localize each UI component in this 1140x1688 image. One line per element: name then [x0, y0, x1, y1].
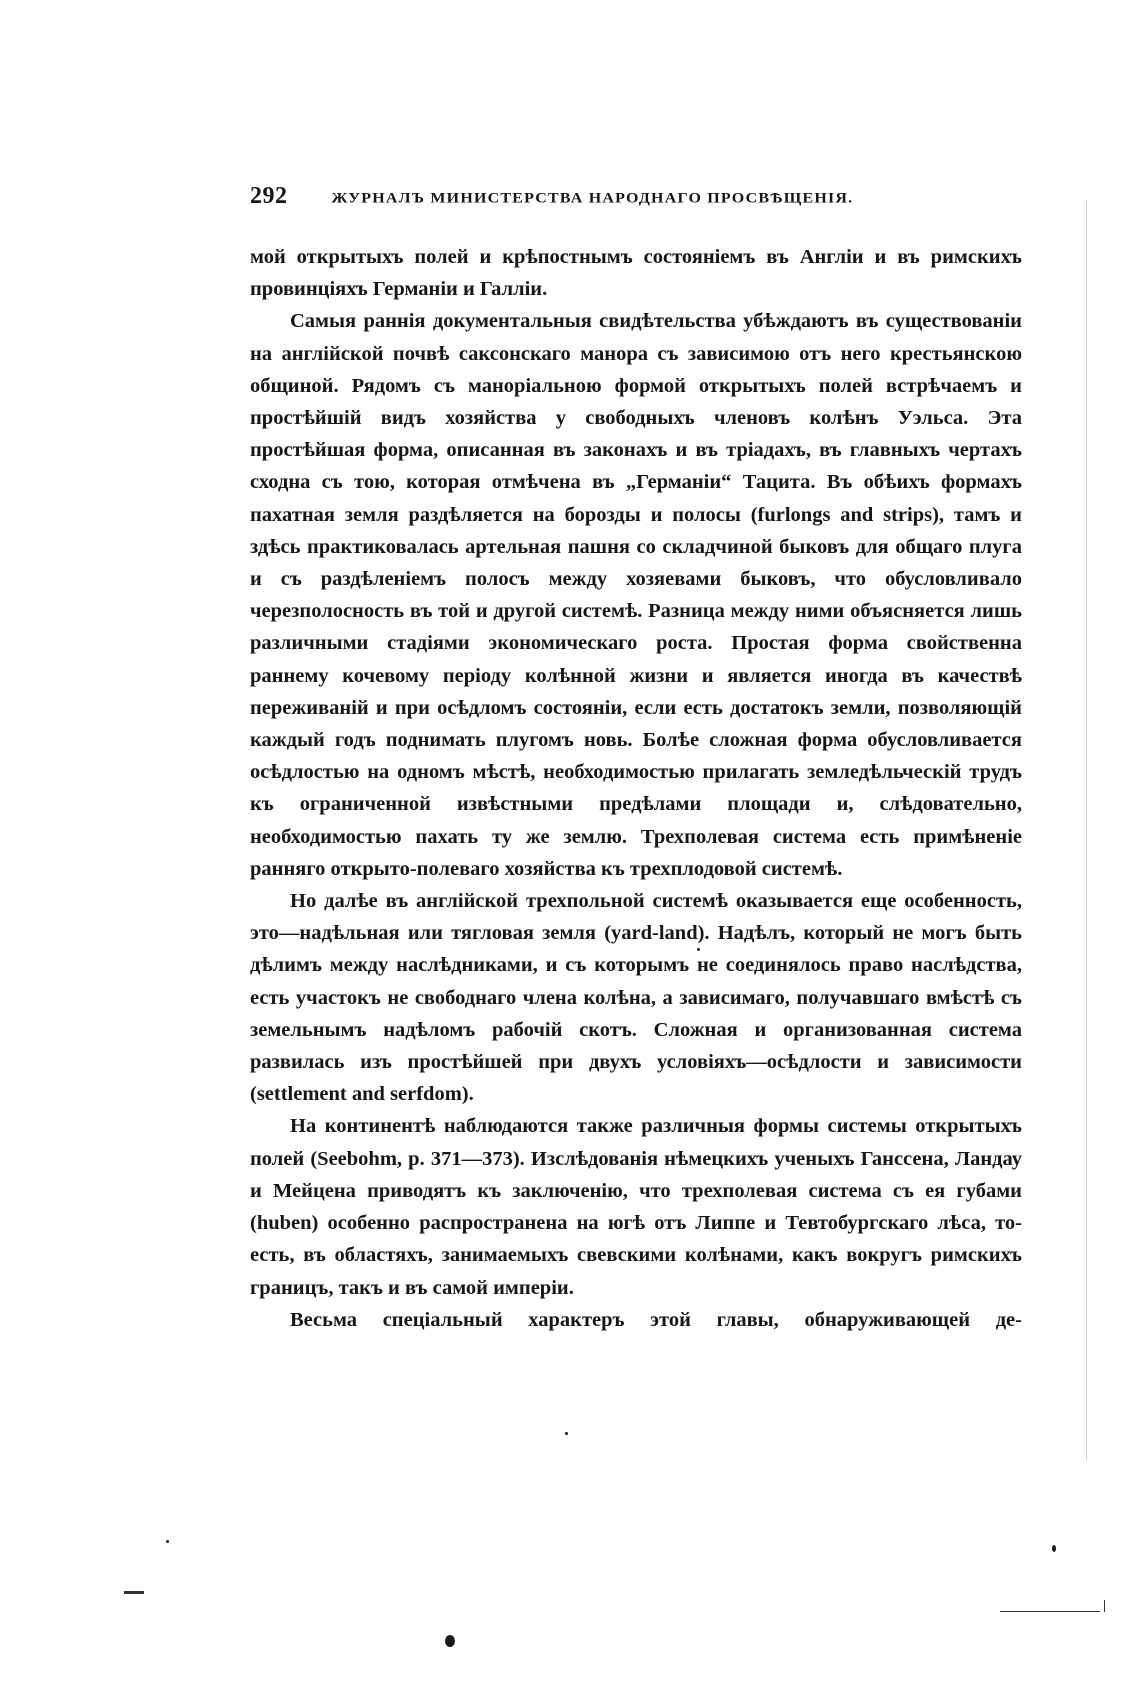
scan-speck: [1052, 1545, 1056, 1552]
scan-rule: [1104, 1600, 1105, 1612]
scan-speck: [697, 948, 700, 951]
scan-speck: [565, 1432, 568, 1435]
paragraph-continuation: мой открытыхъ полей и крѣпостнымъ состояніемъ въ Англіи и въ римскихъ провинціяхъ Германіи и Галліи.: [250, 246, 1022, 301]
page-edge-rule: [1086, 200, 1087, 1460]
scan-smudge: [124, 1591, 144, 1594]
scan-rule: [1000, 1611, 1100, 1612]
page-number: 292: [250, 183, 288, 209]
running-head: ЖУРНАЛЪ МИНИСТЕРСТВА НАРОДНАГО ПРОСВѢЩЕНІЯ.: [331, 190, 854, 207]
paragraph: На континентѣ наблюдаются также различныя формы системы открытыхъ полей (Seebohm, p. 371—373). Изслѣдованія нѣмецкихъ ученыхъ Ганссена, Ландау и Мейцена приводятъ къ заключенію, что трехполевая система съ ея губами (huben) особенно распространена на югѣ отъ Липпе и Тевтобургскаго лѣса, то-есть, въ областяхъ, занимаемыхъ свевскими колѣнами, какъ вокругъ римскихъ границъ, такъ и въ самой имперіи.: [250, 1115, 1022, 1299]
paragraph: Но далѣе въ англійской трехпольной системѣ оказывается еще особенность, это—надѣльная или тягловая земля (yard-land). Надѣлъ, который не могъ быть дѣлимъ между наслѣдниками, и съ которымъ не соединялось право наслѣдства, есть участокъ не свободнаго члена колѣна, а зависимаго, получавшаго вмѣстѣ съ земельнымъ надѣломъ рабочій скотъ. Сложная и организованная система развилась изъ простѣйшей при двухъ условіяхъ—осѣдлости и зависимости (settlement and serfdom).: [250, 890, 1022, 1106]
page-header: [250, 183, 1020, 213]
scan-speck: [445, 1635, 455, 1647]
body-text: [250, 241, 1022, 1336]
paragraph-final-line: Весьма спеціальный характеръ этой главы, обнаруживающей де-: [290, 1308, 1022, 1331]
scan-speck: [166, 1540, 169, 1543]
paragraph: Самыя раннія документальныя свидѣтельства убѣждаютъ въ существованіи на англійской почвѣ саксонскаго манора съ зависимою отъ него крестьянскою общиной. Рядомъ съ манорiальною формой открытыхъ полей встрѣчаемъ и простѣйшій видъ хозяйства у свободныхъ членовъ колѣнъ Уэльса. Эта простѣйшая форма, описанная въ законахъ и въ тріадахъ, въ главныхъ чертахъ сходна съ тою, которая отмѣчена въ „Германіи“ Тацита. Въ обѣихъ формахъ пахатная земля раздѣляется на борозды и полосы (furlongs and strips), тамъ и здѣсь практиковалась артельная пашня со складчиной быковъ для общаго плуга и съ раздѣленіемъ полосъ между хозяевами быковъ, что обусловливало черезполосность въ той и другой системѣ. Разница между ними объясняется лишь различными стадіями экономическаго роста. Простая форма свойственна раннему кочевому періоду колѣнной жизни и является иногда въ качествѣ переживаній и при осѣдломъ состояніи, если есть достатокъ земли, позволяющій каждый годъ поднимать плугомъ новь. Болѣе сложная форма обусловливается осѣдлостью на одномъ мѣстѣ, необходимостью прилагать земледѣльческій трудъ къ ограниченной извѣстными предѣлами площади и, слѣдовательно, необходимостью пахать ту же землю. Трехполевая система есть примѣненіе ранняго открыто-полеваго хозяйства къ трехплодовой системѣ.: [250, 310, 1022, 880]
